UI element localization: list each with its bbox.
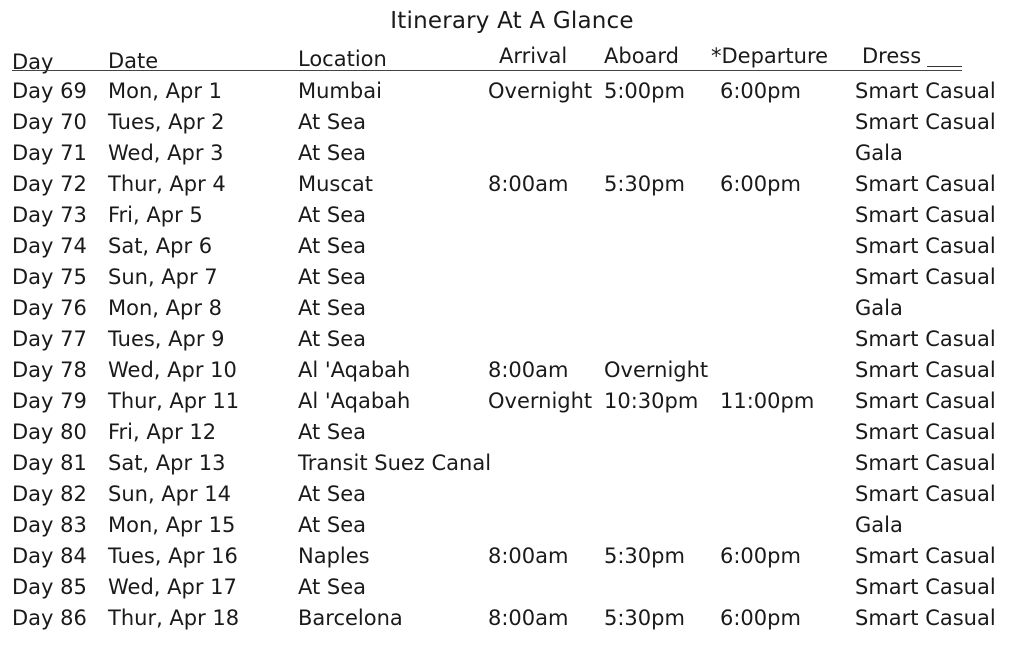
cell-dress: Smart Casual <box>855 110 996 134</box>
header-date: Date <box>108 49 159 73</box>
cell-aboard: 5:30pm <box>604 606 685 630</box>
cell-dress: Smart Casual <box>855 327 996 351</box>
cell-location: At Sea <box>298 420 367 444</box>
cell-date: Wed, Apr 17 <box>108 575 237 599</box>
table-row <box>0 324 1024 355</box>
cell-day: Day 74 <box>12 234 87 258</box>
cell-location: Al 'Aqabah <box>298 389 411 413</box>
table-row <box>0 231 1024 262</box>
cell-day: Day 71 <box>12 141 87 165</box>
table-row <box>0 541 1024 572</box>
table-row <box>0 479 1024 510</box>
cell-location: At Sea <box>298 513 367 537</box>
cell-location: Muscat <box>298 172 374 196</box>
cell-date: Thur, Apr 4 <box>108 172 226 196</box>
cell-aboard: Overnight <box>604 358 709 382</box>
header-day: Day <box>12 50 54 74</box>
header-location: Location <box>298 47 387 71</box>
table-row <box>0 107 1024 138</box>
header-arrival: Arrival <box>499 44 568 68</box>
cell-location: Mumbai <box>298 79 382 103</box>
cell-date: Thur, Apr 11 <box>108 389 240 413</box>
cell-day: Day 79 <box>12 389 87 413</box>
cell-date: Sun, Apr 7 <box>108 265 218 289</box>
cell-date: Tues, Apr 16 <box>108 544 238 568</box>
itinerary-table-body <box>0 76 1024 634</box>
cell-location: At Sea <box>298 327 367 351</box>
cell-date: Sat, Apr 13 <box>108 451 226 475</box>
cell-date: Fri, Apr 5 <box>108 203 203 227</box>
cell-date: Mon, Apr 8 <box>108 296 222 320</box>
cell-day: Day 73 <box>12 203 87 227</box>
cell-date: Thur, Apr 18 <box>108 606 240 630</box>
cell-arrival: 8:00am <box>488 606 569 630</box>
cell-dress: Smart Casual <box>855 606 996 630</box>
cell-location: Transit Suez Canal <box>298 451 492 475</box>
table-row <box>0 262 1024 293</box>
header-dress: Dress <box>862 44 922 68</box>
cell-day: Day 72 <box>12 172 87 196</box>
cell-day: Day 75 <box>12 265 87 289</box>
cell-arrival: 8:00am <box>488 358 569 382</box>
table-row <box>0 448 1024 479</box>
table-row <box>0 76 1024 107</box>
cell-aboard: 10:30pm <box>604 389 699 413</box>
cell-location: At Sea <box>298 141 367 165</box>
cell-date: Tues, Apr 2 <box>108 110 225 134</box>
cell-dress: Smart Casual <box>855 358 996 382</box>
cell-location: Barcelona <box>298 606 403 630</box>
cell-dress: Gala <box>855 513 903 537</box>
cell-dress: Smart Casual <box>855 482 996 506</box>
cell-departure: 6:00pm <box>720 544 801 568</box>
cell-dress: Smart Casual <box>855 265 996 289</box>
cell-location: At Sea <box>298 296 367 320</box>
cell-date: Mon, Apr 15 <box>108 513 236 537</box>
table-row <box>0 510 1024 541</box>
cell-dress: Gala <box>855 141 903 165</box>
table-row <box>0 138 1024 169</box>
header-aboard: Aboard <box>604 44 680 68</box>
cell-dress: Smart Casual <box>855 575 996 599</box>
cell-date: Sun, Apr 14 <box>108 482 232 506</box>
cell-date: Wed, Apr 3 <box>108 141 224 165</box>
cell-day: Day 80 <box>12 420 87 444</box>
cell-departure: 6:00pm <box>720 606 801 630</box>
cell-location: At Sea <box>298 482 367 506</box>
cell-location: Al 'Aqabah <box>298 358 411 382</box>
cell-date: Wed, Apr 10 <box>108 358 237 382</box>
cell-dress: Gala <box>855 296 903 320</box>
cell-date: Tues, Apr 9 <box>108 327 225 351</box>
cell-dress: Smart Casual <box>855 420 996 444</box>
table-row <box>0 200 1024 231</box>
cell-day: Day 86 <box>12 606 87 630</box>
cell-dress: Smart Casual <box>855 544 996 568</box>
dress-underline <box>927 66 962 67</box>
cell-aboard: 5:30pm <box>604 544 685 568</box>
cell-day: Day 83 <box>12 513 87 537</box>
cell-dress: Smart Casual <box>855 172 996 196</box>
table-row <box>0 603 1024 634</box>
cell-location: At Sea <box>298 203 367 227</box>
table-header <box>0 44 1024 72</box>
table-row <box>0 293 1024 324</box>
cell-day: Day 76 <box>12 296 87 320</box>
cell-departure: 6:00pm <box>720 79 801 103</box>
cell-arrival: 8:00am <box>488 172 569 196</box>
cell-day: Day 81 <box>12 451 87 475</box>
cell-day: Day 82 <box>12 482 87 506</box>
cell-date: Fri, Apr 12 <box>108 420 217 444</box>
table-row <box>0 386 1024 417</box>
cell-date: Mon, Apr 1 <box>108 79 222 103</box>
cell-location: At Sea <box>298 575 367 599</box>
header-departure: *Departure <box>711 44 829 68</box>
cell-day: Day 69 <box>12 79 87 103</box>
cell-day: Day 85 <box>12 575 87 599</box>
table-row <box>0 355 1024 386</box>
cell-aboard: 5:00pm <box>604 79 685 103</box>
cell-dress: Smart Casual <box>855 203 996 227</box>
cell-departure: 6:00pm <box>720 172 801 196</box>
cell-location: At Sea <box>298 110 367 134</box>
cell-day: Day 84 <box>12 544 87 568</box>
cell-dress: Smart Casual <box>855 79 996 103</box>
cell-location: Naples <box>298 544 370 568</box>
cell-location: At Sea <box>298 234 367 258</box>
table-row <box>0 572 1024 603</box>
page-title: Itinerary At A Glance <box>390 8 634 34</box>
cell-arrival: Overnight <box>488 79 593 103</box>
cell-day: Day 78 <box>12 358 87 382</box>
header-rule <box>12 70 962 71</box>
cell-dress: Smart Casual <box>855 389 996 413</box>
cell-location: At Sea <box>298 265 367 289</box>
cell-day: Day 77 <box>12 327 87 351</box>
cell-aboard: 5:30pm <box>604 172 685 196</box>
cell-arrival: Overnight <box>488 389 593 413</box>
cell-departure: 11:00pm <box>720 389 815 413</box>
cell-arrival: 8:00am <box>488 544 569 568</box>
cell-dress: Smart Casual <box>855 234 996 258</box>
table-row <box>0 417 1024 448</box>
cell-day: Day 70 <box>12 110 87 134</box>
cell-date: Sat, Apr 6 <box>108 234 213 258</box>
table-row <box>0 169 1024 200</box>
cell-dress: Smart Casual <box>855 451 996 475</box>
